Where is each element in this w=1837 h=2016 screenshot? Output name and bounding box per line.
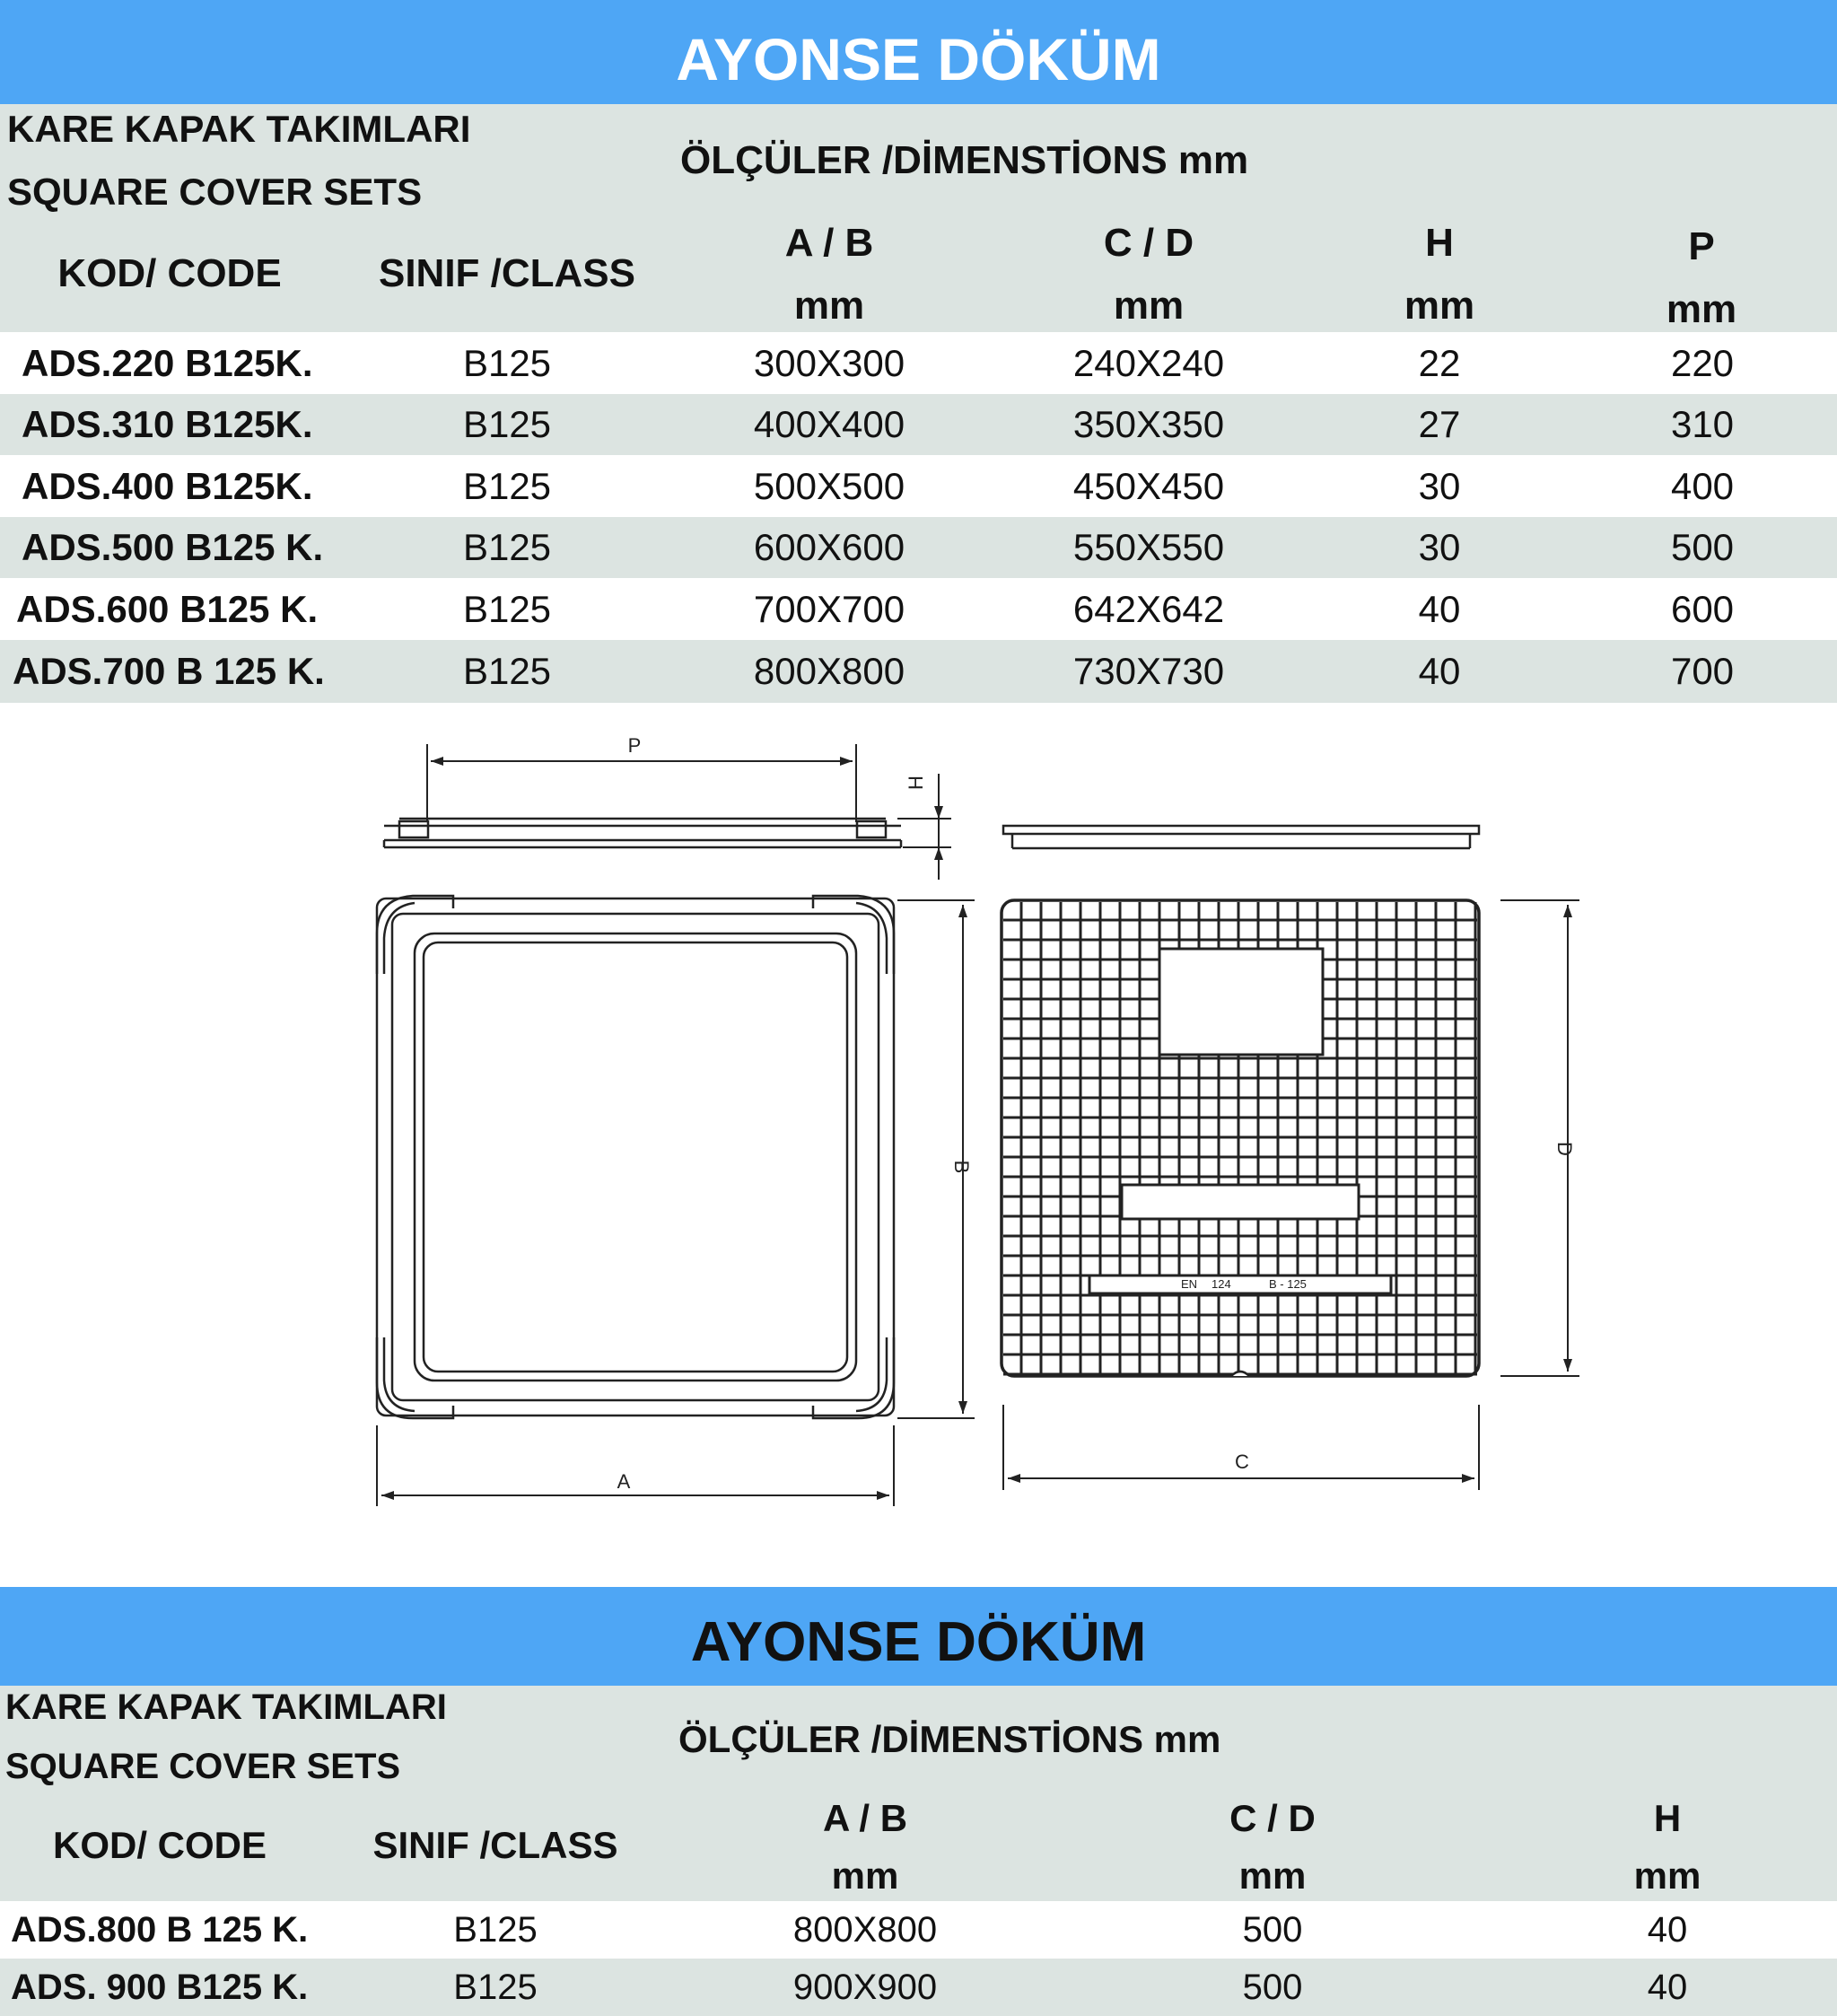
table1-title-tr: KARE KAPAK TAKIMLARI xyxy=(7,108,471,150)
table-row xyxy=(0,1959,1837,2016)
table1-header-class: SINIF /CLASS xyxy=(378,251,636,295)
table2-header-h-unit: mm xyxy=(1633,1854,1701,1897)
cover-marking-class: B - 125 xyxy=(1269,1277,1307,1291)
table1-header-p-unit: mm xyxy=(1666,287,1737,331)
code-cell: ADS.400 B125K. xyxy=(22,464,313,507)
dim-label-h: H xyxy=(905,776,927,790)
table2-header-cd-unit: mm xyxy=(1238,1854,1307,1897)
dim-label-d: D xyxy=(1553,1142,1576,1156)
table2-title-en: SQUARE COVER SETS xyxy=(5,1747,401,1786)
table2-header-code: KOD/ CODE xyxy=(52,1824,267,1866)
p-cell: 500 xyxy=(1670,526,1735,568)
table1-header-cd-unit: mm xyxy=(1113,284,1185,328)
table-row xyxy=(0,332,1837,394)
cd-cell: 450X450 xyxy=(1072,464,1225,507)
class-cell: B125 xyxy=(462,403,552,445)
class-cell: B125 xyxy=(453,1967,538,2007)
cover-marking-en: EN xyxy=(1181,1277,1198,1291)
ab-cell: 800X800 xyxy=(792,1909,938,1950)
p-cell: 600 xyxy=(1670,587,1735,630)
table-row xyxy=(0,1901,1837,1959)
table1-title-en: SQUARE COVER SETS xyxy=(7,171,423,213)
cd-cell: 350X350 xyxy=(1072,403,1225,445)
h-cell: 40 xyxy=(1647,1909,1688,1950)
table1-header-cd: C / D xyxy=(1103,221,1194,265)
code-cell: ADS.600 B125 K. xyxy=(16,587,319,630)
class-cell: B125 xyxy=(453,1909,538,1950)
ab-cell: 500X500 xyxy=(753,464,905,507)
cover-plan-view xyxy=(1002,900,1479,1376)
table2-header-class: SINIF /CLASS xyxy=(372,1824,618,1866)
cover-profile-view xyxy=(1003,826,1479,848)
code-cell: ADS. 900 B125 K. xyxy=(11,1967,309,2007)
code-cell: ADS.310 B125K. xyxy=(22,403,313,445)
table-row xyxy=(0,455,1837,517)
h-cell: 40 xyxy=(1647,1967,1688,2007)
p-cell: 700 xyxy=(1670,650,1735,692)
table2-header-h: H xyxy=(1653,1797,1682,1839)
dim-label-a: A xyxy=(617,1470,631,1493)
code-cell: ADS.220 B125K. xyxy=(22,341,313,384)
h-cell: 40 xyxy=(1418,587,1461,630)
ab-cell: 400X400 xyxy=(753,403,905,445)
cd-cell: 500 xyxy=(1242,1909,1303,1950)
table1-header-p: P xyxy=(1688,224,1715,268)
cd-cell: 550X550 xyxy=(1072,526,1225,568)
table1-header-h: H xyxy=(1425,221,1454,265)
dim-label-c: C xyxy=(1235,1451,1249,1473)
table-row xyxy=(0,517,1837,578)
cover-marking-124: 124 xyxy=(1212,1277,1231,1291)
table2-header-cd: C / D xyxy=(1229,1797,1316,1839)
table2-header xyxy=(0,1686,1837,1901)
h-cell: 22 xyxy=(1418,341,1461,384)
code-cell: ADS.500 B125 K. xyxy=(22,526,324,568)
ab-cell: 700X700 xyxy=(753,587,905,630)
table-row xyxy=(0,578,1837,640)
h-cell: 30 xyxy=(1418,526,1461,568)
code-cell: ADS.800 B 125 K. xyxy=(11,1909,309,1950)
table1-header-h-unit: mm xyxy=(1404,284,1475,328)
class-cell: B125 xyxy=(462,587,552,630)
frame-profile-view xyxy=(384,819,901,847)
class-cell: B125 xyxy=(462,526,552,568)
cd-cell: 642X642 xyxy=(1072,587,1225,630)
ab-cell: 300X300 xyxy=(753,341,905,384)
frame-plan-view xyxy=(377,896,894,1418)
table1-header-ab-unit: mm xyxy=(793,284,865,328)
class-cell: B125 xyxy=(462,650,552,692)
ab-cell: 600X600 xyxy=(753,526,905,568)
code-cell: ADS.700 B 125 K. xyxy=(13,650,325,692)
table1-header xyxy=(0,104,1837,332)
table1-header-ab: A / B xyxy=(784,221,874,265)
p-cell: 220 xyxy=(1670,341,1735,384)
ab-cell: 900X900 xyxy=(792,1967,938,2007)
h-cell: 30 xyxy=(1418,464,1461,507)
banner-title-1: AYONSE DÖKÜM xyxy=(0,0,1837,104)
table-row xyxy=(0,394,1837,455)
banner-title-2: AYONSE DÖKÜM xyxy=(0,1587,1837,1686)
ab-cell: 800X800 xyxy=(753,650,905,692)
p-cell: 400 xyxy=(1670,464,1735,507)
technical-drawing xyxy=(0,709,1837,1535)
table2-header-ab-unit: mm xyxy=(831,1854,899,1897)
class-cell: B125 xyxy=(462,341,552,384)
cd-cell: 240X240 xyxy=(1072,341,1225,384)
table1-dimensions-label: ÖLÇÜLER /DİMENSTİONS mm xyxy=(680,138,1249,182)
table2-header-ab: A / B xyxy=(822,1797,908,1839)
class-cell: B125 xyxy=(462,464,552,507)
table2-title-tr: KARE KAPAK TAKIMLARI xyxy=(5,1687,447,1727)
cd-cell: 500 xyxy=(1242,1967,1303,2007)
table2-dimensions-label: ÖLÇÜLER /DİMENSTİONS mm xyxy=(678,1718,1221,1760)
table-row xyxy=(0,640,1837,703)
table1-header-code: KOD/ CODE xyxy=(57,251,282,295)
dim-label-b: B xyxy=(950,1160,973,1174)
h-cell: 40 xyxy=(1418,650,1461,692)
p-cell: 310 xyxy=(1670,403,1735,445)
h-cell: 27 xyxy=(1418,403,1461,445)
dim-label-p: P xyxy=(627,734,642,757)
cd-cell: 730X730 xyxy=(1072,650,1225,692)
